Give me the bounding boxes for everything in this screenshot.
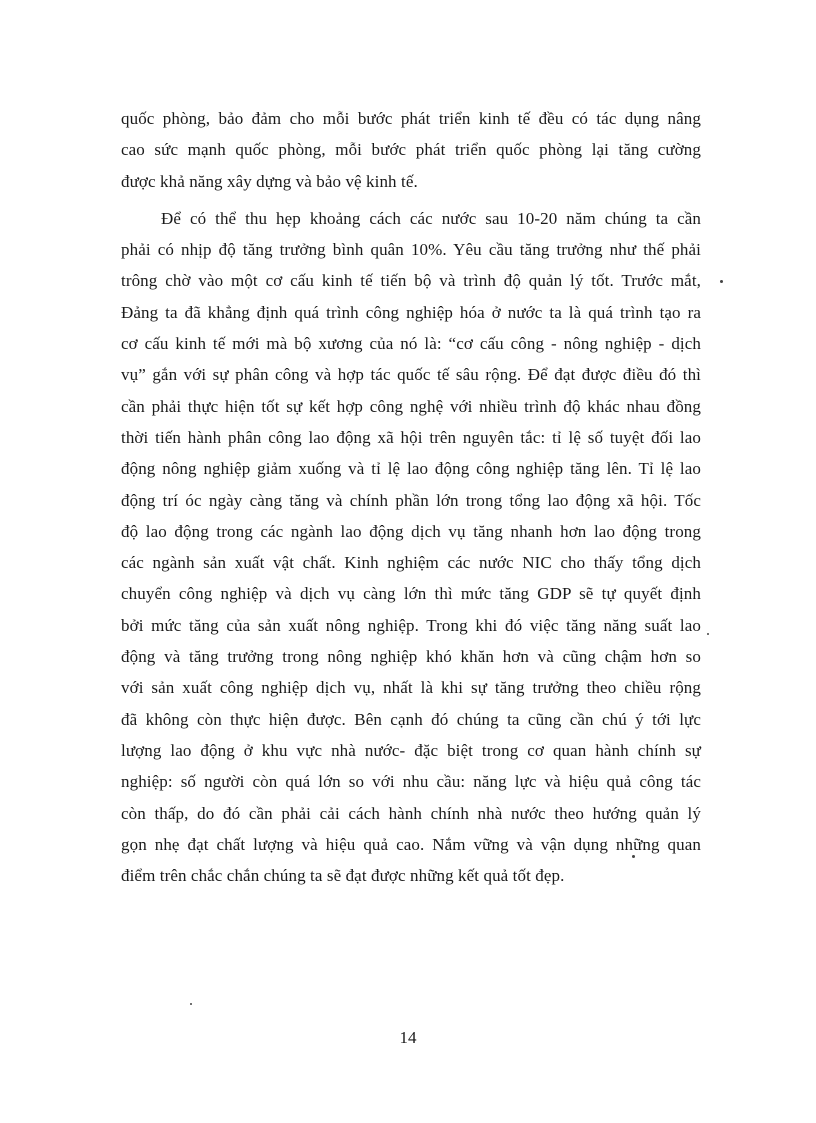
text-line: điểm trên chắc chắn chúng ta sẽ đạt được những kết quả tốt đẹp. <box>121 866 565 886</box>
text-line: vụ” gắn với sự phân công và hợp tác quốc tế sâu rộng. Để đạt được điều đó thì <box>121 365 701 385</box>
text-line: gọn nhẹ đạt chất lượng và hiệu quả cao. Nắm vững và vận dụng những quan <box>121 834 701 854</box>
text-line: phải có nhịp độ tăng trưởng bình quân 10%. Yêu cầu tăng trưởng như thế phải <box>121 240 701 260</box>
text-line: cơ cấu kinh tế mới mà bộ xương của nó là: “cơ cấu công - nông nghiệp - dịch <box>121 334 701 354</box>
text-line: cao sức mạnh quốc phòng, mỗi bước phát triển quốc phòng lại tăng cường <box>121 140 701 160</box>
text-line: cần phải thực hiện tốt sự kết hợp công nghệ với nhiều trình độ khác nhau đồng <box>121 396 701 416</box>
text-line: bởi mức tăng của sản xuất nông nghiệp. Trong khi đó việc tăng năng suất lao <box>121 615 701 635</box>
text-line: động trí óc ngày càng tăng và chính phần lớn trong tổng lao động xã hội. Tốc <box>121 490 701 510</box>
scan-speck <box>720 280 723 283</box>
text-line: trông chờ vào một cơ cấu kinh tế tiến bộ và trình độ quản lý tốt. Trước mắt, <box>121 271 701 291</box>
text-line: động và tăng trưởng trong nông nghiệp khó khăn hơn và cũng chậm hơn so <box>121 647 701 667</box>
text-line: còn thấp, do đó cần phải cải cách hành chính nhà nước theo hướng quản lý <box>121 803 701 823</box>
text-line: lượng lao động ở khu vực nhà nước- đặc biệt trong cơ quan hành chính sự <box>121 740 701 760</box>
text-line: thời tiến hành phân công lao động xã hội trên nguyên tắc: tỉ lệ số tuyệt đối lao <box>121 427 701 447</box>
text-line: các ngành sản xuất vật chất. Kinh nghiệm các nước NIC cho thấy tổng dịch <box>121 553 701 573</box>
page-number: 14 <box>399 1028 417 1047</box>
text-line: chuyển công nghiệp và dịch vụ càng lớn thì mức tăng GDP sẽ tự quyết định <box>121 584 701 604</box>
text-line: được khả năng xây dựng và bảo vệ kinh tế. <box>121 171 418 191</box>
text-line: động nông nghiệp giảm xuống và tỉ lệ lao động công nghiệp tăng lên. Tỉ lệ lao <box>121 459 701 479</box>
scan-speck <box>190 1003 192 1005</box>
text-line: độ lao động trong các ngành lao động dịch vụ tăng nhanh hơn lao động trong <box>121 521 701 541</box>
text-line: Để có thể thu hẹp khoảng cách các nước sau 10-20 năm chúng ta cần <box>161 208 701 228</box>
body-text <box>121 103 701 891</box>
text-line: Đảng ta đã khẳng định quá trình công nghiệp hóa ở nước ta là quá trình tạo ra <box>121 302 701 322</box>
paragraph-1 <box>121 103 701 197</box>
paragraph-2 <box>121 203 701 892</box>
text-line: quốc phòng, bảo đảm cho mỗi bước phát triển kinh tế đều có tác dụng nâng <box>121 109 701 128</box>
text-line: với sản xuất công nghiệp dịch vụ, nhất là khi sự tăng trưởng theo chiều rộng <box>121 678 701 698</box>
text-line: nghiệp: số người còn quá lớn so với nhu cầu: năng lực và hiệu quả công tác <box>121 772 701 792</box>
scan-speck <box>707 633 709 635</box>
text-line: đã không còn thực hiện được. Bên cạnh đó chúng ta cũng cần chú ý tới lực <box>121 709 701 729</box>
scan-speck <box>632 855 635 858</box>
